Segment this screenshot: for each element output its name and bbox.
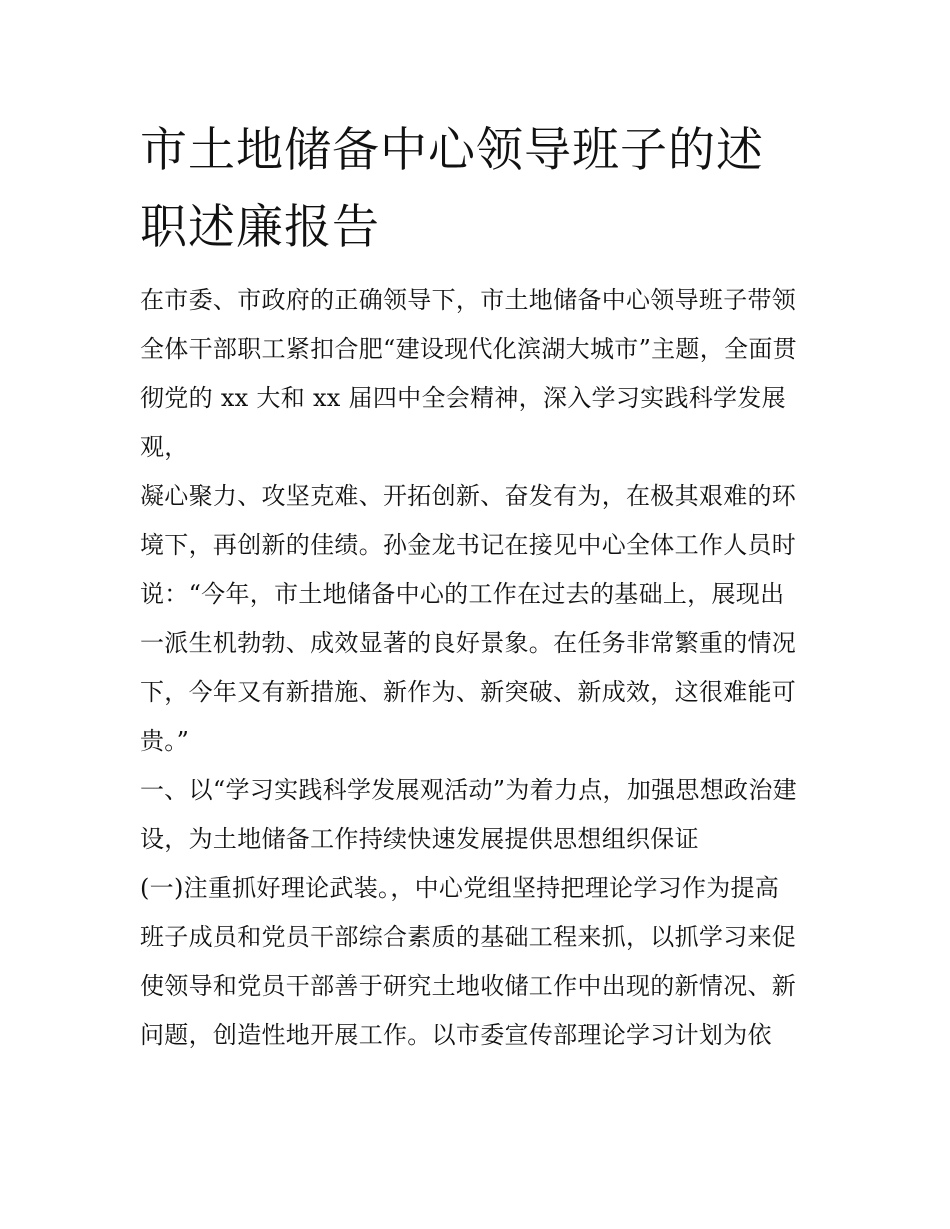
body-line: (一)注重抓好理论武装。，中心党组坚持把理论学习作为提高 [140,874,780,902]
body-line: 说：“今年，市土地储备中心的工作在过去的基础上，展现出 [140,580,785,608]
section-heading-line: 一、以“学习实践科学发展观活动”为着力点，加强思想政治建 [140,776,797,804]
body-line: 使领导和党员干部善于研究土地收储工作中出现的新情况、新 [140,972,797,1000]
title-line: 市土地储备中心领导班子的述 [140,123,764,178]
body-line: 问题，创造性地开展工作。以市委宣传部理论学习计划为依 [140,1021,772,1049]
body-line: 境下，再创新的佳绩。孙金龙书记在接见中心全体工作人员时 [140,531,797,559]
body-line: 在市委、市政府的正确领导下，市土地储备中心领导班子带领 [140,286,797,314]
body-line: 班子成员和党员干部综合素质的基础工程来抓，以抓学习来促 [140,923,797,951]
section-heading-line: 设，为土地储备工作持续快速发展提供思想组织保证 [140,825,699,853]
body-line: 观， [140,433,189,461]
body-line: 下，今年又有新措施、新作为、新突破、新成效，这很难能可 [140,678,797,706]
body-line: 凝心聚力、攻坚克难、开拓创新、奋发有为，在极其艰难的环 [140,482,797,510]
document-title [140,112,820,266]
document-body [140,276,830,1060]
body-line: 贵。” [140,727,190,755]
body-line: 彻党的 xx 大和 xx 届四中全会精神，深入学习实践科学发展 [140,384,786,412]
body-line: 全体干部职工紧扣合肥“建设现代化滨湖大城市”主题，全面贯 [140,335,797,363]
body-line: 一派生机勃勃、成效显著的良好景象。在任务非常繁重的情况 [140,629,797,657]
title-line: 职述廉报告 [140,200,380,255]
